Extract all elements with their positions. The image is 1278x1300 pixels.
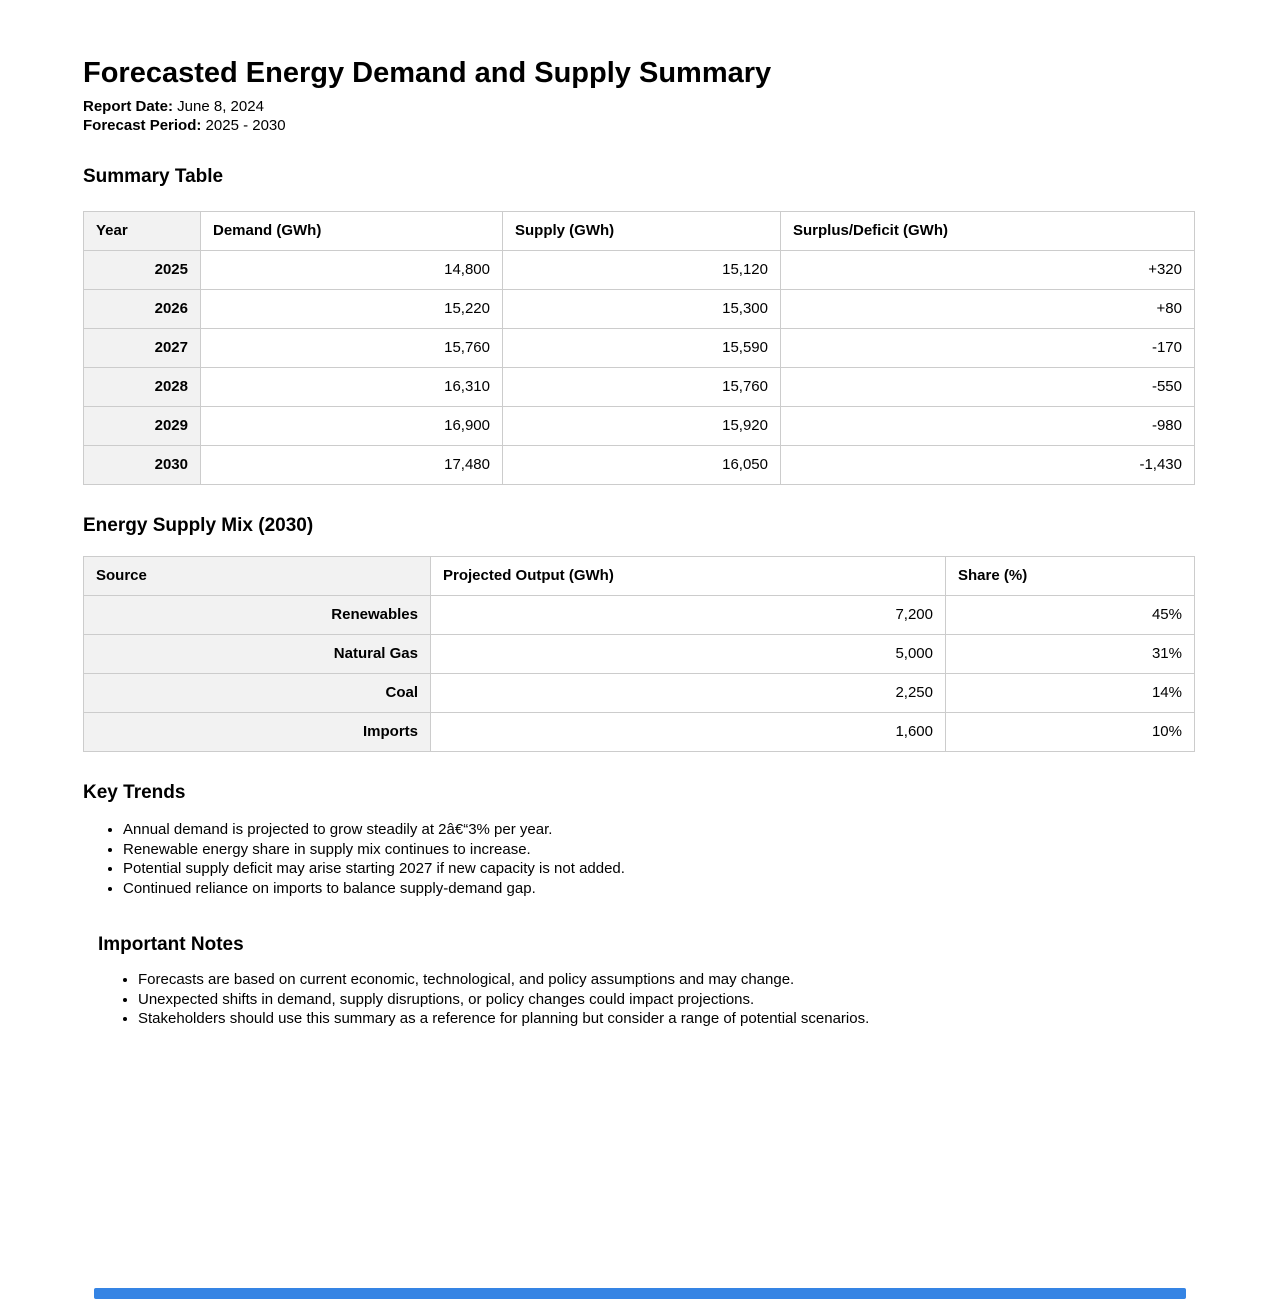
source-cell: Imports <box>84 713 431 752</box>
table-row <box>84 635 1195 674</box>
table-row <box>84 329 1195 368</box>
table-row <box>84 674 1195 713</box>
bottom-scroll-indicator[interactable] <box>94 1288 1186 1299</box>
source-cell: Coal <box>84 674 431 713</box>
list-item: • Potential supply deficit may arise starting 2027 if new capacity is not added. <box>123 859 1195 879</box>
balance-cell: -980 <box>781 407 1195 446</box>
supply-cell: 16,050 <box>503 446 781 485</box>
demand-cell: 15,760 <box>201 329 503 368</box>
key-trends-list <box>83 820 1195 898</box>
demand-cell: 14,800 <box>201 251 503 290</box>
year-cell: 2025 <box>84 251 201 290</box>
output-cell: 7,200 <box>431 596 946 635</box>
report-date-value: June 8, 2024 <box>173 98 264 115</box>
column-header-demand: Demand (GWh) <box>201 212 503 251</box>
demand-cell: 16,900 <box>201 407 503 446</box>
year-cell: 2026 <box>84 290 201 329</box>
balance-cell: -550 <box>781 368 1195 407</box>
column-header-supply: Supply (GWh) <box>503 212 781 251</box>
table-row <box>84 596 1195 635</box>
important-notes-list <box>98 970 1195 1029</box>
summary-table-heading: Summary Table <box>83 166 224 187</box>
balance-cell: +80 <box>781 290 1195 329</box>
list-item: • Forecasts are based on current economic, technological, and policy assumptions and may change. <box>138 970 1195 990</box>
supply-cell: 15,590 <box>503 329 781 368</box>
forecast-period-label: Forecast Period: <box>83 116 202 134</box>
year-cell: 2027 <box>84 329 201 368</box>
output-cell: 5,000 <box>431 635 946 674</box>
year-cell: 2029 <box>84 407 201 446</box>
report-date-line <box>83 98 1195 117</box>
report-date-label: Report Date: <box>83 98 174 115</box>
balance-cell: -1,430 <box>781 446 1195 485</box>
report-meta <box>83 98 1195 135</box>
summary-table <box>83 211 1195 485</box>
supply-cell: 15,760 <box>503 368 781 407</box>
table-row <box>84 713 1195 752</box>
column-header-surplus-deficit: Surplus/Deficit (GWh) <box>781 212 1195 251</box>
column-header-source: Source <box>84 557 431 596</box>
supply-cell: 15,300 <box>503 290 781 329</box>
output-cell: 2,250 <box>431 674 946 713</box>
column-header-output: Projected Output (GWh) <box>431 557 946 596</box>
demand-cell: 15,220 <box>201 290 503 329</box>
table-row <box>84 407 1195 446</box>
supply-mix-header-row <box>84 557 1195 596</box>
share-cell: 14% <box>946 674 1195 713</box>
list-item: • Unexpected shifts in demand, supply disruptions, or policy changes could impact projections. <box>138 990 1195 1010</box>
demand-cell: 16,310 <box>201 368 503 407</box>
summary-header-row <box>84 212 1195 251</box>
forecast-period-line <box>83 117 1195 136</box>
balance-cell: +320 <box>781 251 1195 290</box>
share-cell: 31% <box>946 635 1195 674</box>
supply-cell: 15,920 <box>503 407 781 446</box>
forecast-period-value: 2025 - 2030 <box>201 116 286 134</box>
list-item: • Stakeholders should use this summary as a reference for planning but consider a range of potential scenarios. <box>138 1009 1195 1029</box>
source-cell: Natural Gas <box>84 635 431 674</box>
key-trends-heading: Key Trends <box>83 782 186 803</box>
table-row <box>84 446 1195 485</box>
year-cell: 2030 <box>84 446 201 485</box>
supply-cell: 15,120 <box>503 251 781 290</box>
column-header-year: Year <box>84 212 201 251</box>
year-cell: 2028 <box>84 368 201 407</box>
share-cell: 10% <box>946 713 1195 752</box>
source-cell: Renewables <box>84 596 431 635</box>
output-cell: 1,600 <box>431 713 946 752</box>
demand-cell: 17,480 <box>201 446 503 485</box>
list-item: • Annual demand is projected to grow steadily at 2â€“3% per year. <box>123 820 1195 840</box>
supply-mix-heading: Energy Supply Mix (2030) <box>83 515 314 536</box>
important-notes-section <box>98 934 1195 1029</box>
table-row <box>84 251 1195 290</box>
supply-mix-table <box>83 556 1195 752</box>
table-row <box>84 290 1195 329</box>
important-notes-heading: Important Notes <box>98 934 244 955</box>
list-item: • Renewable energy share in supply mix continues to increase. <box>123 840 1195 860</box>
column-header-share: Share (%) <box>946 557 1195 596</box>
balance-cell: -170 <box>781 329 1195 368</box>
table-row <box>84 368 1195 407</box>
share-cell: 45% <box>946 596 1195 635</box>
list-item: • Continued reliance on imports to balance supply-demand gap. <box>123 879 1195 899</box>
page-title: Forecasted Energy Demand and Supply Summary <box>83 57 772 89</box>
